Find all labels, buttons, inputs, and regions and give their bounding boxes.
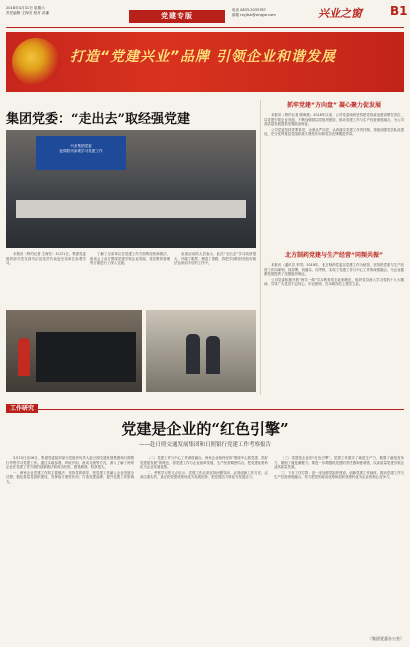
lead-byline: 本报讯（特约记者 王海芳）3月21日，集团党委组织部分党支部书记及党员代表赴兄弟单位参观学习。 — [6, 252, 86, 266]
page-number: B1 — [390, 4, 408, 18]
photo-discussion — [146, 310, 256, 392]
feature-para: 二、考察学习的几点启示：党建工作必须坚持问题导向，必须创新工作方法，必须注重实效，真正把党建优势转化为发展优势、把党建活力转化为发展活力。 — [140, 470, 268, 480]
person-figure — [206, 336, 220, 374]
feature-para: （二）党建工作与中心工作深度融合。两家企业始终坚持“围绕中心抓党建、抓好党建促发展”的理念，将党建工作与企业改革发展、生产经营紧密结合，把党建优势转化为企业发展优势。 — [140, 456, 268, 470]
meeting-screen — [36, 136, 126, 170]
right-article-1-para-1: 本报讯（特约记者 陈海燕）2018年以来，公司党委始终坚持把党的政治建设摆在首位，以党建引领企业发展，不断加强基层党组织建设，推动党建工作与生产经营深度融合，为公司高质量发展提供坚强政治保证。 — [264, 113, 404, 127]
right-article-1-title: 抓牢党建“方向盘” 凝心聚力促发展 — [287, 102, 381, 109]
screen-line-1: 兴业集团党委 — [70, 144, 92, 148]
right-article-2-para-2: 公司党委积极开展“两学一做”学习教育常态化制度化，组织党员深入学习党的十九大精神，引导广大党员不忘初心、牢记使命，在本职岗位上建功立业。 — [264, 277, 404, 287]
party-emblem-icon — [12, 38, 60, 86]
feature-col-1 — [6, 456, 134, 486]
contact-phone: 电话 0833-2033787 — [232, 8, 266, 12]
photo-visit — [6, 310, 142, 392]
editor-line: 责任编辑 王海芳 校对 洪谦 — [6, 11, 49, 15]
lead-body-1: 了解了兄弟单位在党建工作方面的经验和做法，座谈会上双方围绕党建引领企业发展、党员教育管理等方面进行了深入交流。 — [90, 252, 170, 266]
feature-col-3 — [274, 456, 404, 481]
right-article-2-body — [264, 263, 404, 287]
contact-email: 邮箱 rxyjtsh@xingye.com — [232, 13, 276, 17]
right-column — [264, 100, 404, 138]
right-article-2-title: 北方制药党建与生产经营“同频共振” — [285, 252, 383, 259]
issue-date: 2018年3月31日 星期六 — [6, 6, 45, 10]
right-article-1-body — [264, 113, 404, 137]
feature-title: 党建是企业的“红色引擎” — [121, 420, 289, 438]
feature-signature: （集团党委办公室） — [368, 636, 404, 641]
contact-info — [232, 8, 302, 18]
feature-rule — [6, 409, 404, 410]
guide-figure — [18, 338, 30, 376]
meeting-table — [16, 200, 246, 218]
party-banner — [6, 32, 404, 92]
newspaper-brand: 兴业之窗 — [318, 7, 362, 20]
column-divider — [260, 100, 261, 395]
person-figure — [186, 334, 200, 374]
feature-col-2 — [140, 456, 268, 481]
feature-para: 三、下步工作打算：进一步加强党组织建设，创新党建工作载体，推动党建工作与生产经营深度融合，努力把党的政治优势和组织优势转化为企业的核心竞争力。 — [274, 470, 404, 480]
lead-col-2 — [90, 252, 170, 267]
lead-col-1 — [6, 252, 86, 267]
section-label: 党建专版 — [129, 10, 225, 23]
lead-col-3 — [174, 252, 256, 267]
feature-para: 一、两家企业党建工作的主要做法：坚持党的领导，把党建工作融入企业发展全过程；强化基层党组织建设，发挥战斗堡垒作用；打造党建品牌，提升党建工作影响力。 — [6, 470, 134, 484]
header-rule — [6, 27, 404, 28]
masthead-info — [6, 6, 106, 16]
lead-body-2: 参加活动的人员表示，此次“走出去”学习收获很大，开阔了眼界，理清了思路，将把学到的好经验好做法运用到今后的工作中。 — [174, 252, 256, 266]
lead-article-title: 集团党委：“走出去”取经强党建 — [6, 112, 190, 127]
lead-photo-meeting — [6, 130, 256, 248]
right-column-2 — [264, 250, 404, 288]
right-article-1-para-2: 公司党委坚持党要管党、全面从严治党，认真落实党建工作责任制，持续加强党员队伍建设，充分发挥基层党组织战斗堡垒作用和党员先锋模范作用。 — [264, 127, 404, 137]
screen-line-2: 赴绵阳市参观学习党建工作 — [59, 149, 103, 153]
feature-tag: 工作研究 — [6, 404, 38, 413]
feature-subtitle: ——赴日照交通发展集团和日照银行党建工作考察报告 — [138, 442, 271, 448]
feature-para: 3月15日至16日，集团党委组织部分党组织负责人赴日照交通发展集团和日照银行考察学习党建工作。通过实地参观、听取介绍、座谈交流等方式，深入了解了两家企业在党建工作方面的创新做法和成功经验，感受颇深，收获很大。 — [6, 456, 134, 470]
feature-para: （三）党建是企业的“红色引擎”。党建工作做实了就是生产力，做强了就是竞争力，做细了就是凝聚力。要进一步增强抓党建的责任感和使命感，以高质量党建引领企业高质量发展。 — [274, 456, 404, 470]
banner-slogan: 打造“党建兴业”品牌 引领企业和谐发展 — [70, 49, 336, 65]
display-panel — [36, 332, 136, 382]
right-article-2-para-1: 本报讯（通讯员 李雪）2018年，北方制药党委以党建工作为统领，坚持把党建与生产经营工作同谋划、同部署、同落实、同考核，实现了党建工作与中心工作的深度融合，为企业健康发展提供了坚强组织保证。 — [264, 263, 404, 277]
